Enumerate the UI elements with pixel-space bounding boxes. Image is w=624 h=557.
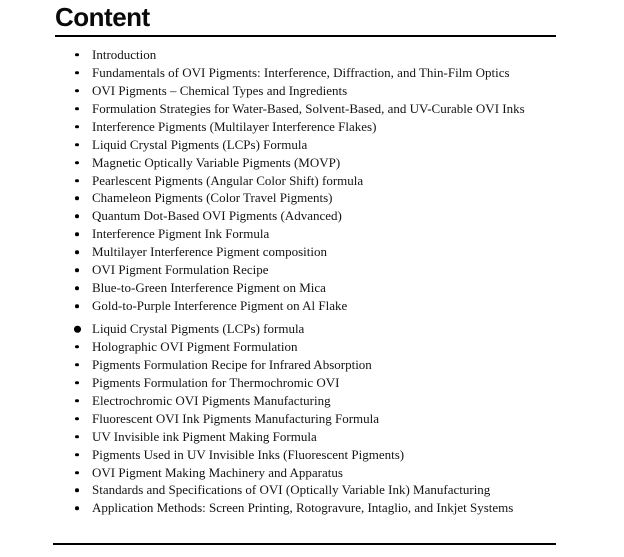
list-item-label: Liquid Crystal Pigments (LCPs) formula [92,321,305,337]
list-item-label: Application Methods: Screen Printing, Rotogravure, Intaglio, and Inkjet Systems [92,500,514,516]
bullet-icon [75,53,79,57]
list-item [74,243,525,261]
title-underline [55,35,556,37]
list-item [74,279,525,297]
list-item [74,118,525,136]
list-item [74,428,525,446]
list-item [74,154,525,172]
list-item [74,64,525,82]
bullet-icon [75,71,79,75]
bullet-icon [75,107,79,111]
bullet-icon [74,326,81,333]
list-item [74,261,525,279]
bullet-icon [75,363,79,367]
bullet-icon [75,161,79,165]
list-item-label: Holographic OVI Pigment Formulation [92,338,298,354]
bullet-icon [75,286,79,290]
bullet-icon [75,399,79,403]
list-item-label: Quantum Dot-Based OVI Pigments (Advanced) [92,208,342,224]
list-item-label: Pearlescent Pigments (Angular Color Shift) formula [92,172,364,188]
list-item-label: Interference Pigment Ink Formula [92,226,270,242]
list-item-label: Introduction [92,46,157,62]
bullet-icon [75,143,79,147]
bullet-icon [75,125,79,129]
bullet-icon [75,345,79,349]
list-item [74,297,525,315]
list-item [74,499,525,517]
list-item [74,392,525,410]
list-item [74,482,525,500]
content-list [74,46,525,517]
list-item [74,320,525,338]
list-item [74,82,525,100]
list-item [74,374,525,392]
list-item [74,464,525,482]
page-title: Content [55,1,150,32]
list-item [74,356,525,374]
list-item-label: Standards and Specifications of OVI (Optically Variable Ink) Manufacturing [92,482,491,498]
list-item-label: Formulation Strategies for Water-Based, Solvent-Based, and UV-Curable OVI Inks [92,100,525,116]
page-bottom-rule [53,543,556,545]
list-item-label: Pigments Used in UV Invisible Inks (Fluorescent Pigments) [92,446,405,462]
bullet-icon [75,89,79,93]
list-item-label: Pigments Formulation for Thermochromic OVI [92,374,340,390]
bullet-icon [75,268,79,272]
list-item-label: Fundamentals of OVI Pigments: Interference, Diffraction, and Thin-Film Optics [92,64,510,80]
list-item-label: OVI Pigment Making Machinery and Apparatus [92,464,343,480]
bullet-icon [75,471,79,475]
list-item-label: Pigments Formulation Recipe for Infrared Absorption [92,356,372,372]
list-item [74,46,525,64]
bullet-icon [75,251,79,255]
list-item-label: Multilayer Interference Pigment composition [92,244,328,260]
bullet-icon [75,215,79,219]
list-item [74,207,525,225]
list-item-label: OVI Pigment Formulation Recipe [92,262,269,278]
list-item [74,172,525,190]
list-item-label: Gold-to-Purple Interference Pigment on Al Flake [92,298,348,314]
list-item [74,410,525,428]
bullet-icon [75,435,79,439]
bullet-icon [75,233,79,237]
bullet-icon [75,507,79,511]
bullet-icon [75,179,79,183]
list-item-label: Fluorescent OVI Ink Pigments Manufacturing Formula [92,410,380,426]
bullet-icon [75,417,79,421]
list-item-label: OVI Pigments – Chemical Types and Ingredients [92,82,348,98]
list-item-label: UV Invisible ink Pigment Making Formula [92,428,317,444]
list-item [74,136,525,154]
list-item-label: Blue-to-Green Interference Pigment on Mica [92,280,326,296]
bullet-icon [75,304,79,308]
list-item [74,225,525,243]
list-item [74,338,525,356]
bullet-icon [75,381,79,385]
list-item-label: Magnetic Optically Variable Pigments (MOVP) [92,154,341,170]
list-item [74,446,525,464]
bullet-icon [75,197,79,201]
bullet-icon [75,453,79,457]
list-item [74,190,525,208]
list-item-label: Liquid Crystal Pigments (LCPs) Formula [92,136,308,152]
bullet-icon [75,489,79,493]
list-item-label: Electrochromic OVI Pigments Manufacturing [92,392,331,408]
list-item [74,100,525,118]
list-item-label: Chameleon Pigments (Color Travel Pigments) [92,190,333,206]
list-item-label: Interference Pigments (Multilayer Interference Flakes) [92,118,377,134]
